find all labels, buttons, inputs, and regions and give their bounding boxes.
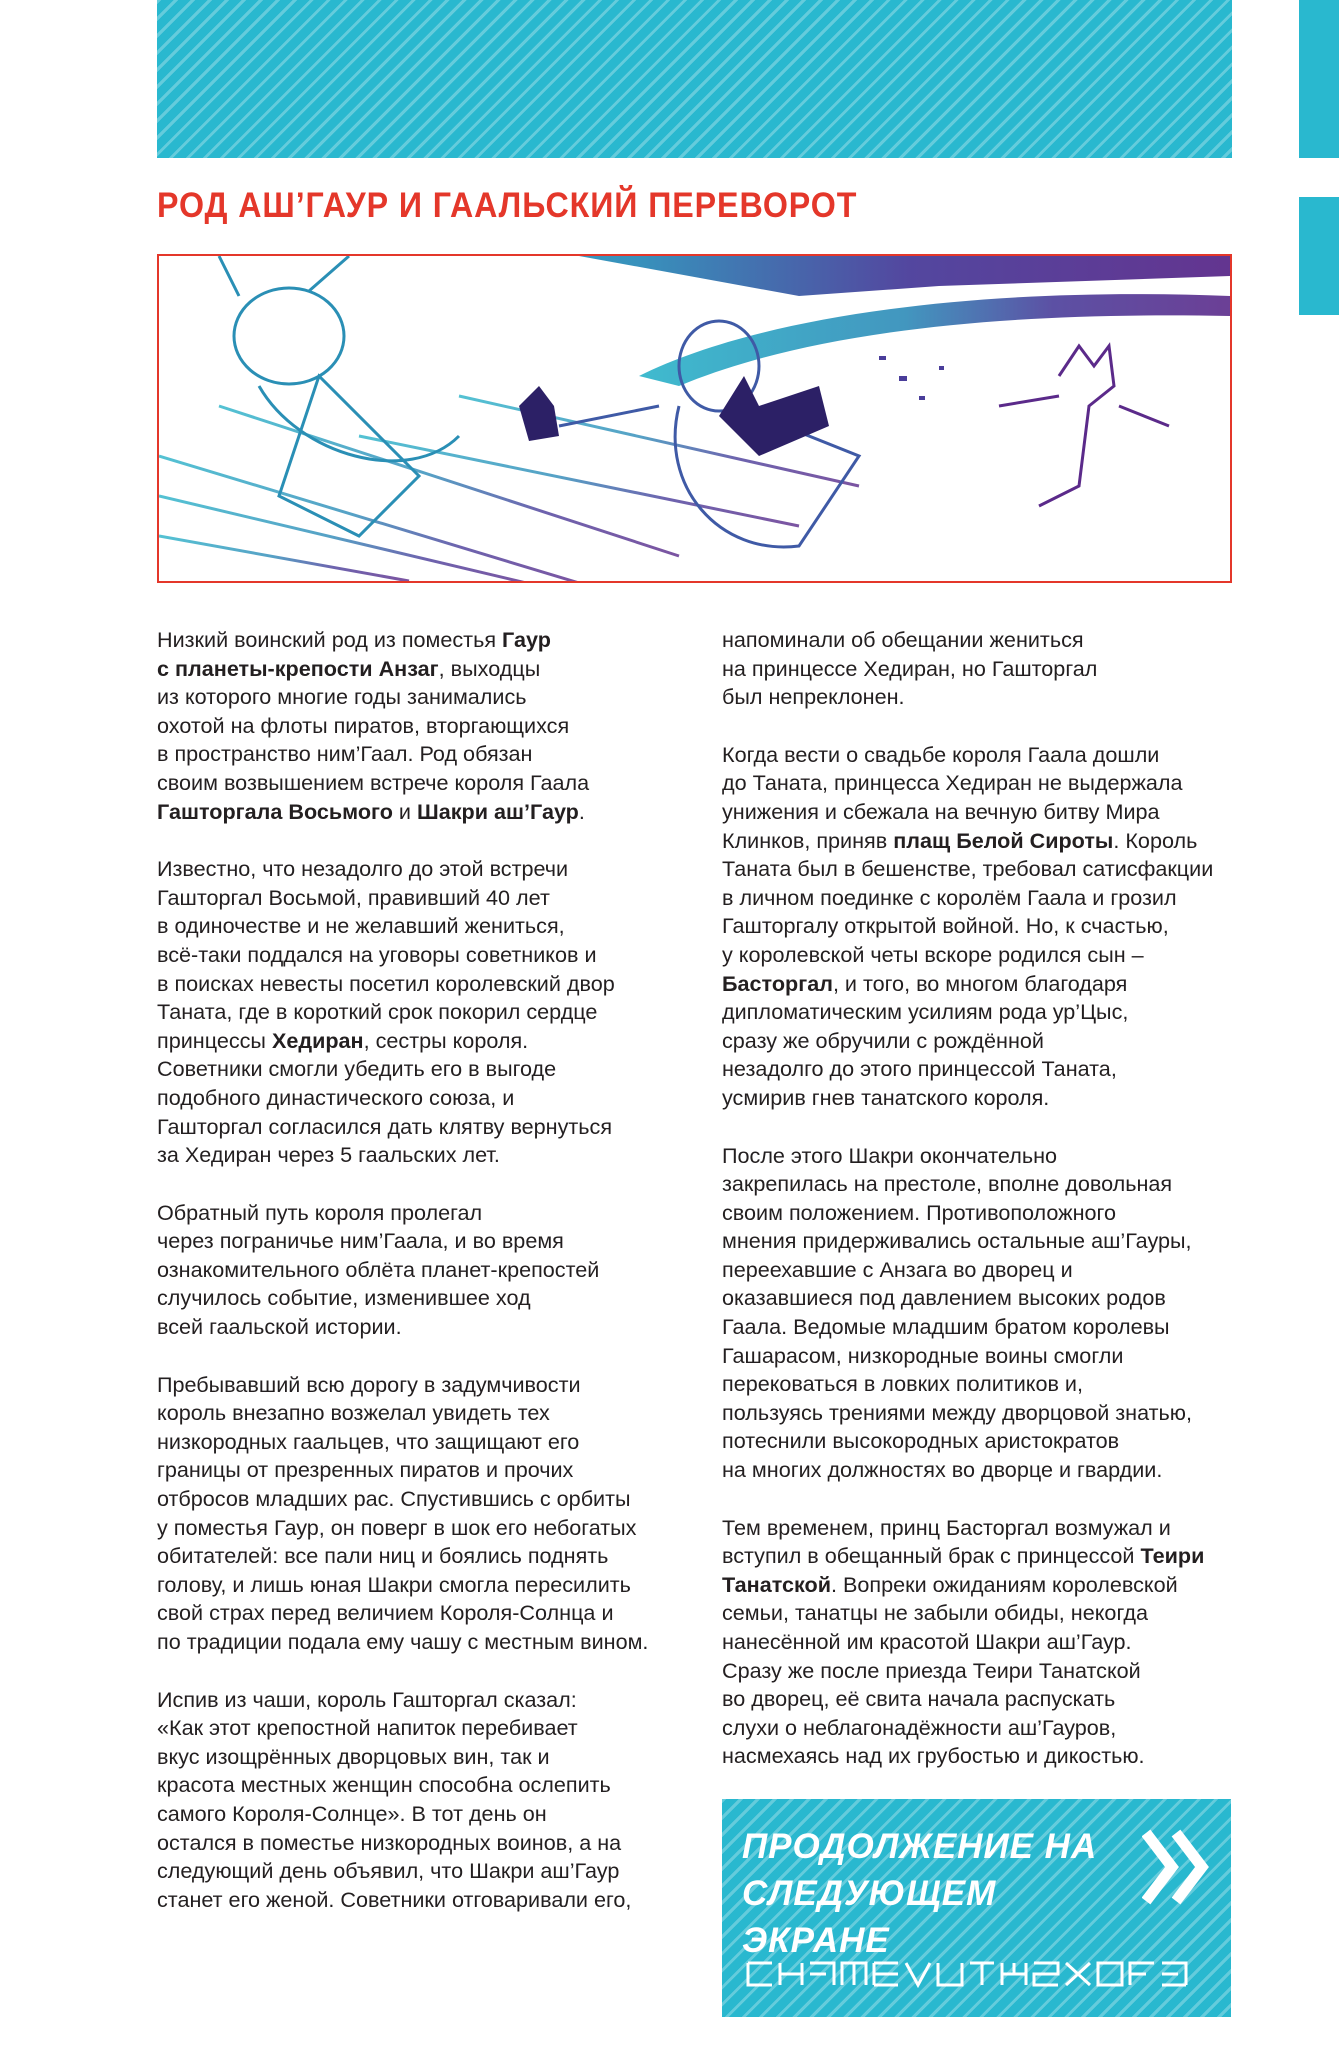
continue-label — [742, 1823, 1142, 1964]
paragraph-8: После этого Шакри окончательно закрепилась на престоле, вполне довольная своим положением. Противоположного мнения придерживались остальные аш’Гауры, переехавшие с Анзага во дворец и оказавшиеся под давлением высоких родов Гаала. Ведомые младшим братом королевы Гашарасом, низкородные воины смогли перековаться в ловких политиков и, пользуясь трениями между дворцовой знатью, потеснили высокородных аристократов на многих должностях во дворце и гвардии. — [722, 1142, 1192, 1483]
side-tab-lower — [1299, 197, 1339, 315]
page-title: РОД АШ’ГАУР И ГААЛЬСКИЙ ПЕРЕВОРОТ — [157, 186, 858, 225]
paragraph-3: Обратный путь короля пролегал через пограничье ним’Гаала, и во время ознакомительного облёта планет-крепостей случилось событие, изменившее ход всей гаальской истории. — [157, 1199, 600, 1340]
text-span: Когда вести о свадьбе короля Гаала дошли до Таната, принцесса Хедиран не выдержала унижения и сбежала на вечную битву Мира Клинков, приняв — [722, 741, 1183, 853]
side-tab-upper — [1299, 0, 1339, 158]
comic-illustration — [157, 254, 1232, 583]
bold-term-cloak: плащ Белой Сироты — [893, 827, 1114, 853]
text-column-left — [157, 626, 697, 1943]
bold-term-gashtorgal: Гашторгала Восьмого — [157, 798, 393, 824]
paragraph-2 — [157, 855, 697, 1170]
paragraph-6: напоминали об обещании жениться на принцессе Хедиран, но Гашторгал был непреклонен. — [722, 627, 1098, 710]
text-span: . Вопреки ожиданиям королевской семьи, танатцы не забыли обиды, некогда нанесённой им красотой Шакри аш’Гаур. Сразу же после приезда Теири Танатской во дворец, её свита начала распускать слухи о неблагонадёжности аш’Гауров, насмехаясь над их грубостью и дикостью. — [722, 1571, 1178, 1769]
bold-term-bastorgal: Басторгал — [722, 970, 833, 996]
text-span: , сестры короля. Советники смогли убедить его в выгоде подобного династического союза, и Гашторгал согласился дать клятву вернуться за Хедиран через 5 гаальских лет. — [157, 1027, 613, 1168]
text-column-right — [722, 626, 1242, 1800]
text-span: . Король Таната был в бешенстве, требовал сатисфакции в личном поединке с королём Гаала и грозил Гашторгалу открытой войной. Но, к счастью, у королевской четы вскоре родился сын – — [722, 827, 1214, 967]
text-span: Низкий воинский род из поместья — [157, 627, 503, 652]
double-chevron-right-icon — [1142, 1827, 1212, 1907]
text-span: , выходцы из которого многие годы занимались охотой на флоты пиратов, вторгающихся в пространство ним’Гаал. Род обязан своим возвышением встрече короля Гаала — [157, 655, 590, 795]
paragraph-1 — [157, 626, 697, 826]
text-span: . — [578, 798, 585, 824]
bold-term-hediran: Хедиран — [271, 1027, 364, 1053]
continue-next-screen-button[interactable] — [722, 1799, 1231, 2017]
bold-term-gaur: Гаур с планеты-крепости Анзаг — [157, 627, 551, 681]
text-span: Тем временем, принц Басторгал возмужал и вступил в обещанный брак с принцессой — [722, 1514, 1171, 1569]
text-span: , и того, во многом благодаря дипломатическим усилиям рода ур’Цыс, сразу же обручили с рождённой незадолго до этого принцессой Таната, усмирив гнев танатского короля. — [722, 970, 1129, 1110]
paragraph-5: Испив из чаши, король Гашторгал сказал: «Как этот крепостной напиток перебивает вкус изощрённых дворцовых вин, так и красота местных женщин способна ослепить самого Короля-Солнце». В тот день он остался в поместье низкородных воинов, а на следующий день объявил, что Шакри аш’Гаур станет его женой. Советники отговаривали его, — [157, 1686, 632, 1912]
bold-term-teiri: Теири Танатской — [722, 1543, 1205, 1597]
continue-line-1: ПРОДОЛЖЕНИЕ НА — [742, 1827, 1098, 1866]
bold-term-shakri: Шакри аш’Гаур — [417, 798, 579, 824]
continue-line-2: СЛЕДУЮЩЕМ ЭКРАНЕ — [742, 1874, 997, 1960]
alien-script-decoration — [746, 1959, 1206, 1989]
paragraph-7 — [722, 741, 1242, 1113]
paragraph-9 — [722, 1514, 1242, 1771]
paragraph-4: Пребывавший всю дорогу в задумчивости король внезапно возжелал увидеть тех низкородных гаальцев, что защищают его границы от презренных пиратов и прочих отбросов младших рас. Спустившись с орбиты у поместья Гаур, он поверг в шок его небогатых обитателей: все пали ниц и боялись поднять голову, и лишь юная Шакри смогла пересилить свой страх перед величием Короля-Солнца и по традиции подала ему чашу с местным вином. — [157, 1371, 649, 1654]
text-span: Известно, что незадолго до этой встречи Гашторгал Восьмой, правивший 40 лет в одиночестве и не желавший жениться, всё-таки поддался на уговоры советников и в поисках невесты посетил королевский двор Таната, где в короткий срок покорил сердце принцессы — [157, 856, 615, 1053]
top-banner — [157, 0, 1232, 158]
text-span: и — [392, 798, 417, 824]
